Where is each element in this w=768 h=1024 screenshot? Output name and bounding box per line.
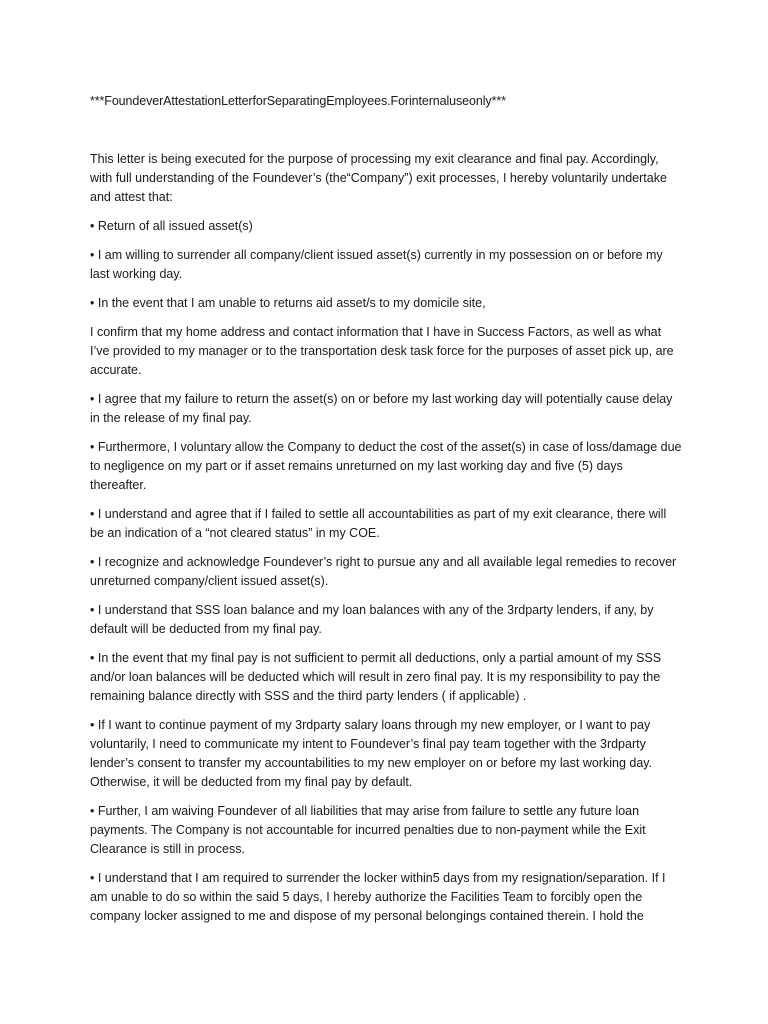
- document-header: ***FoundeverAttestationLetterforSeparatingEmployees.Forinternaluseonly***: [90, 94, 506, 108]
- bullet-deduct-cost: • Furthermore, I voluntary allow the Company to deduct the cost of the asset(s) in case of loss/damage due to negligence on my part or if asset remains unreturned on my last working day and five (5) days thereafter.: [90, 440, 682, 492]
- bullet-locker: • I understand that I am required to surrender the locker within5 days from my resignation/separation. If I am unable to do so within the said 5 days, I hereby authorize the Facilities Team to forcibly open the company locker assigned to me and dispose of my personal belongings contained therein. I hold the: [90, 871, 666, 923]
- bullet-failure-delay: • I agree that my failure to return the asset(s) on or before my last working day will potentially cause delay in the release of my final pay.: [90, 392, 673, 425]
- bullet-unable-return: • In the event that I am unable to returns aid asset/s to my domicile site,: [90, 296, 486, 310]
- bullet-not-cleared: • I understand and agree that if I failed to settle all accountabilities as part of my exit clearance, there will be an indication of a “not cleared status” in my COE.: [90, 507, 667, 540]
- bullet-partial-deduction: • In the event that my final pay is not sufficient to permit all deductions, only a partial amount of my SSS and/or loan balances will be deducted which will result in zero final pay. It is my responsibility to pay the remaining balance directly with SSS and the third party lenders ( if applicable) .: [90, 651, 662, 703]
- bullet-legal-remedies: • I recognize and acknowledge Foundever’s right to pursue any and all available legal remedies to recover unreturned company/client issued asset(s).: [90, 555, 677, 588]
- bullet-continue-payment: • If I want to continue payment of my 3rdparty salary loans through my new employer, or I want to pay voluntarily, I need to communicate my intent to Foundever’s final pay team together with the 3rdparty lender’s consent to transfer my accountabilities to my new employer on or before my last working day. Otherwise, it will be deducted from my final pay by default.: [90, 718, 653, 789]
- confirm-address-paragraph: I confirm that my home address and contact information that I have in Success Factors, as well as what I’ve provided to my manager or to the transportation desk task force for the purposes of asset pick up, are accurate.: [90, 325, 674, 377]
- bullet-waive-liabilities: • Further, I am waiving Foundever of all liabilities that may arise from failure to settle any future loan payments. The Company is not accountable for incurred penalties due to non-payment while the Exit Clearance is still in process.: [90, 804, 646, 856]
- intro-paragraph: This letter is being executed for the purpose of processing my exit clearance and final pay. Accordingly, with full understanding of the Foundever’s (the“Company”) exit processes, I hereby voluntarily undertake and attest that:: [90, 152, 667, 204]
- bullet-surrender-assets: • I am willing to surrender all company/client issued asset(s) currently in my possession on or before my last working day.: [90, 248, 663, 281]
- bullet-sss-loan: • I understand that SSS loan balance and my loan balances with any of the 3rdparty lenders, if any, by default will be deducted from my final pay.: [90, 603, 654, 636]
- document-body: [90, 150, 682, 936]
- bullet-return-assets: • Return of all issued asset(s): [90, 219, 253, 233]
